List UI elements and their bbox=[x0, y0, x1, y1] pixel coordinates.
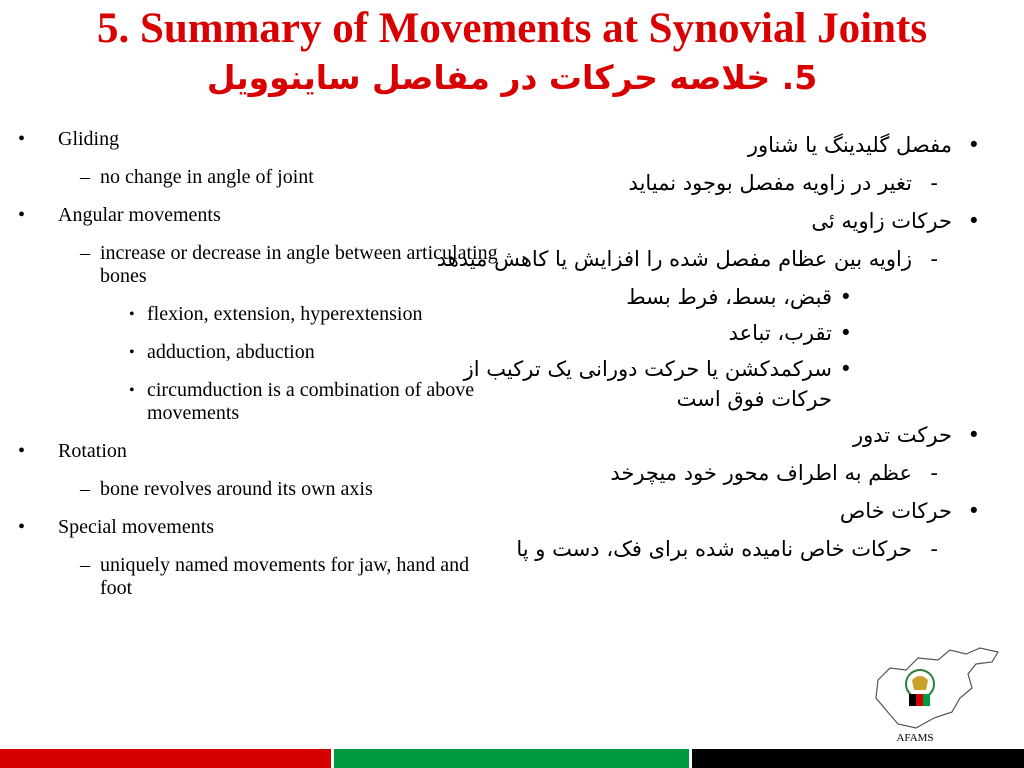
persian-bullet-level-3 bbox=[430, 318, 980, 348]
english-bullet-level-1 bbox=[18, 440, 498, 463]
bullet-text: no change in angle of joint bbox=[100, 166, 314, 188]
bullet-marker: – bbox=[80, 166, 90, 188]
bullet-marker: • bbox=[129, 306, 135, 323]
bullet-marker: - bbox=[930, 247, 938, 271]
flag-bar-red bbox=[0, 749, 331, 768]
bullet-marker: • bbox=[18, 204, 26, 226]
bullet-text: سرکمدکشن یا حرکت دورانی یک ترکیب از حرکات فوق است bbox=[463, 357, 832, 411]
bullet-marker: • bbox=[967, 499, 980, 523]
bullet-marker: • bbox=[129, 382, 135, 399]
bullet-marker: • bbox=[839, 321, 852, 345]
english-bullet-level-1 bbox=[18, 128, 498, 151]
bullet-marker: • bbox=[967, 133, 980, 157]
bullet-text: تغیر در زاویه مفصل بوجود نمیاید bbox=[628, 171, 912, 195]
bullet-marker: • bbox=[18, 128, 26, 150]
bullet-text: flexion, extension, hyperextension bbox=[147, 303, 423, 325]
bullet-text: adduction, abduction bbox=[147, 341, 315, 363]
bullet-text: مفصل گلیدینگ یا شناور bbox=[747, 133, 952, 157]
english-bullet-level-3 bbox=[18, 303, 498, 326]
english-bullet-level-2 bbox=[18, 554, 498, 600]
bullet-marker: – bbox=[80, 242, 90, 264]
english-bullet-level-1 bbox=[18, 516, 498, 539]
bullet-marker: • bbox=[967, 423, 980, 447]
bullet-text: bone revolves around its own axis bbox=[100, 478, 373, 500]
english-bullet-level-2 bbox=[18, 166, 498, 189]
english-bullet-level-2 bbox=[18, 242, 498, 288]
persian-bullet-list bbox=[430, 130, 980, 572]
english-bullet-level-1 bbox=[18, 204, 498, 227]
persian-bullet-level-1 bbox=[430, 420, 980, 450]
afams-logo-label: AFAMS bbox=[896, 732, 934, 744]
bullet-text: increase or decrease in angle between articulating bones bbox=[100, 242, 498, 287]
bullet-text: Special movements bbox=[58, 516, 215, 538]
bullet-text: Gliding bbox=[58, 128, 120, 150]
bullet-text: حرکات خاص نامیده شده برای فک، دست و پا bbox=[516, 537, 912, 561]
bullet-text: circumduction is a combination of above movements bbox=[147, 379, 475, 424]
flag-color-bar bbox=[0, 749, 1024, 768]
bullet-marker: – bbox=[80, 478, 90, 500]
persian-bullet-level-2 bbox=[430, 534, 980, 564]
bullet-text: Rotation bbox=[58, 440, 127, 462]
bullet-marker: • bbox=[18, 516, 26, 538]
english-bullet-level-3 bbox=[18, 341, 498, 364]
flag-bar-green bbox=[334, 749, 689, 768]
flag-bar-black bbox=[692, 749, 1024, 768]
english-bullet-level-3 bbox=[18, 379, 498, 425]
bullet-marker: • bbox=[967, 209, 980, 233]
bullet-text: زاویه بین عظام مفصل شده را افزایش یا کاهش میدهد bbox=[436, 247, 912, 271]
bullet-marker: - bbox=[930, 171, 938, 195]
bullet-marker: • bbox=[129, 344, 135, 361]
persian-bullet-level-1 bbox=[430, 206, 980, 236]
english-bullet-level-2 bbox=[18, 478, 498, 501]
slide-title-english: 5. Summary of Movements at Synovial Joints bbox=[96, 5, 928, 52]
bullet-marker: • bbox=[839, 357, 852, 381]
persian-bullet-level-1 bbox=[430, 130, 980, 160]
persian-bullet-level-2 bbox=[430, 168, 980, 198]
bullet-text: قبض، بسط، فرط بسط bbox=[626, 285, 832, 309]
persian-bullet-level-2 bbox=[430, 458, 980, 488]
persian-bullet-level-3 bbox=[430, 354, 980, 414]
bullet-text: Angular movements bbox=[58, 204, 221, 226]
bullet-marker: – bbox=[80, 554, 90, 576]
persian-bullet-level-2 bbox=[430, 244, 980, 274]
slide-title-persian: 5. خلاصه حرکات در مفاصل ساینوویل bbox=[206, 58, 818, 97]
afghanistan-map-logo bbox=[868, 640, 1008, 735]
bullet-marker: - bbox=[930, 461, 938, 485]
bullet-marker: • bbox=[839, 285, 852, 309]
bullet-text: حرکات زاویه ئی bbox=[811, 209, 952, 233]
bullet-marker: • bbox=[18, 440, 26, 462]
bullet-text: حرکت تدور bbox=[852, 423, 952, 447]
persian-bullet-level-1 bbox=[430, 496, 980, 526]
english-bullet-list bbox=[18, 128, 498, 615]
bullet-marker: - bbox=[930, 537, 938, 561]
bullet-text: عظم به اطراف محور خود میچرخد bbox=[610, 461, 912, 485]
persian-bullet-level-3 bbox=[430, 282, 980, 312]
bullet-text: حرکات خاص bbox=[839, 499, 952, 523]
bullet-text: uniquely named movements for jaw, hand and foot bbox=[100, 554, 470, 599]
bullet-text: تقرب، تباعد bbox=[728, 321, 832, 345]
